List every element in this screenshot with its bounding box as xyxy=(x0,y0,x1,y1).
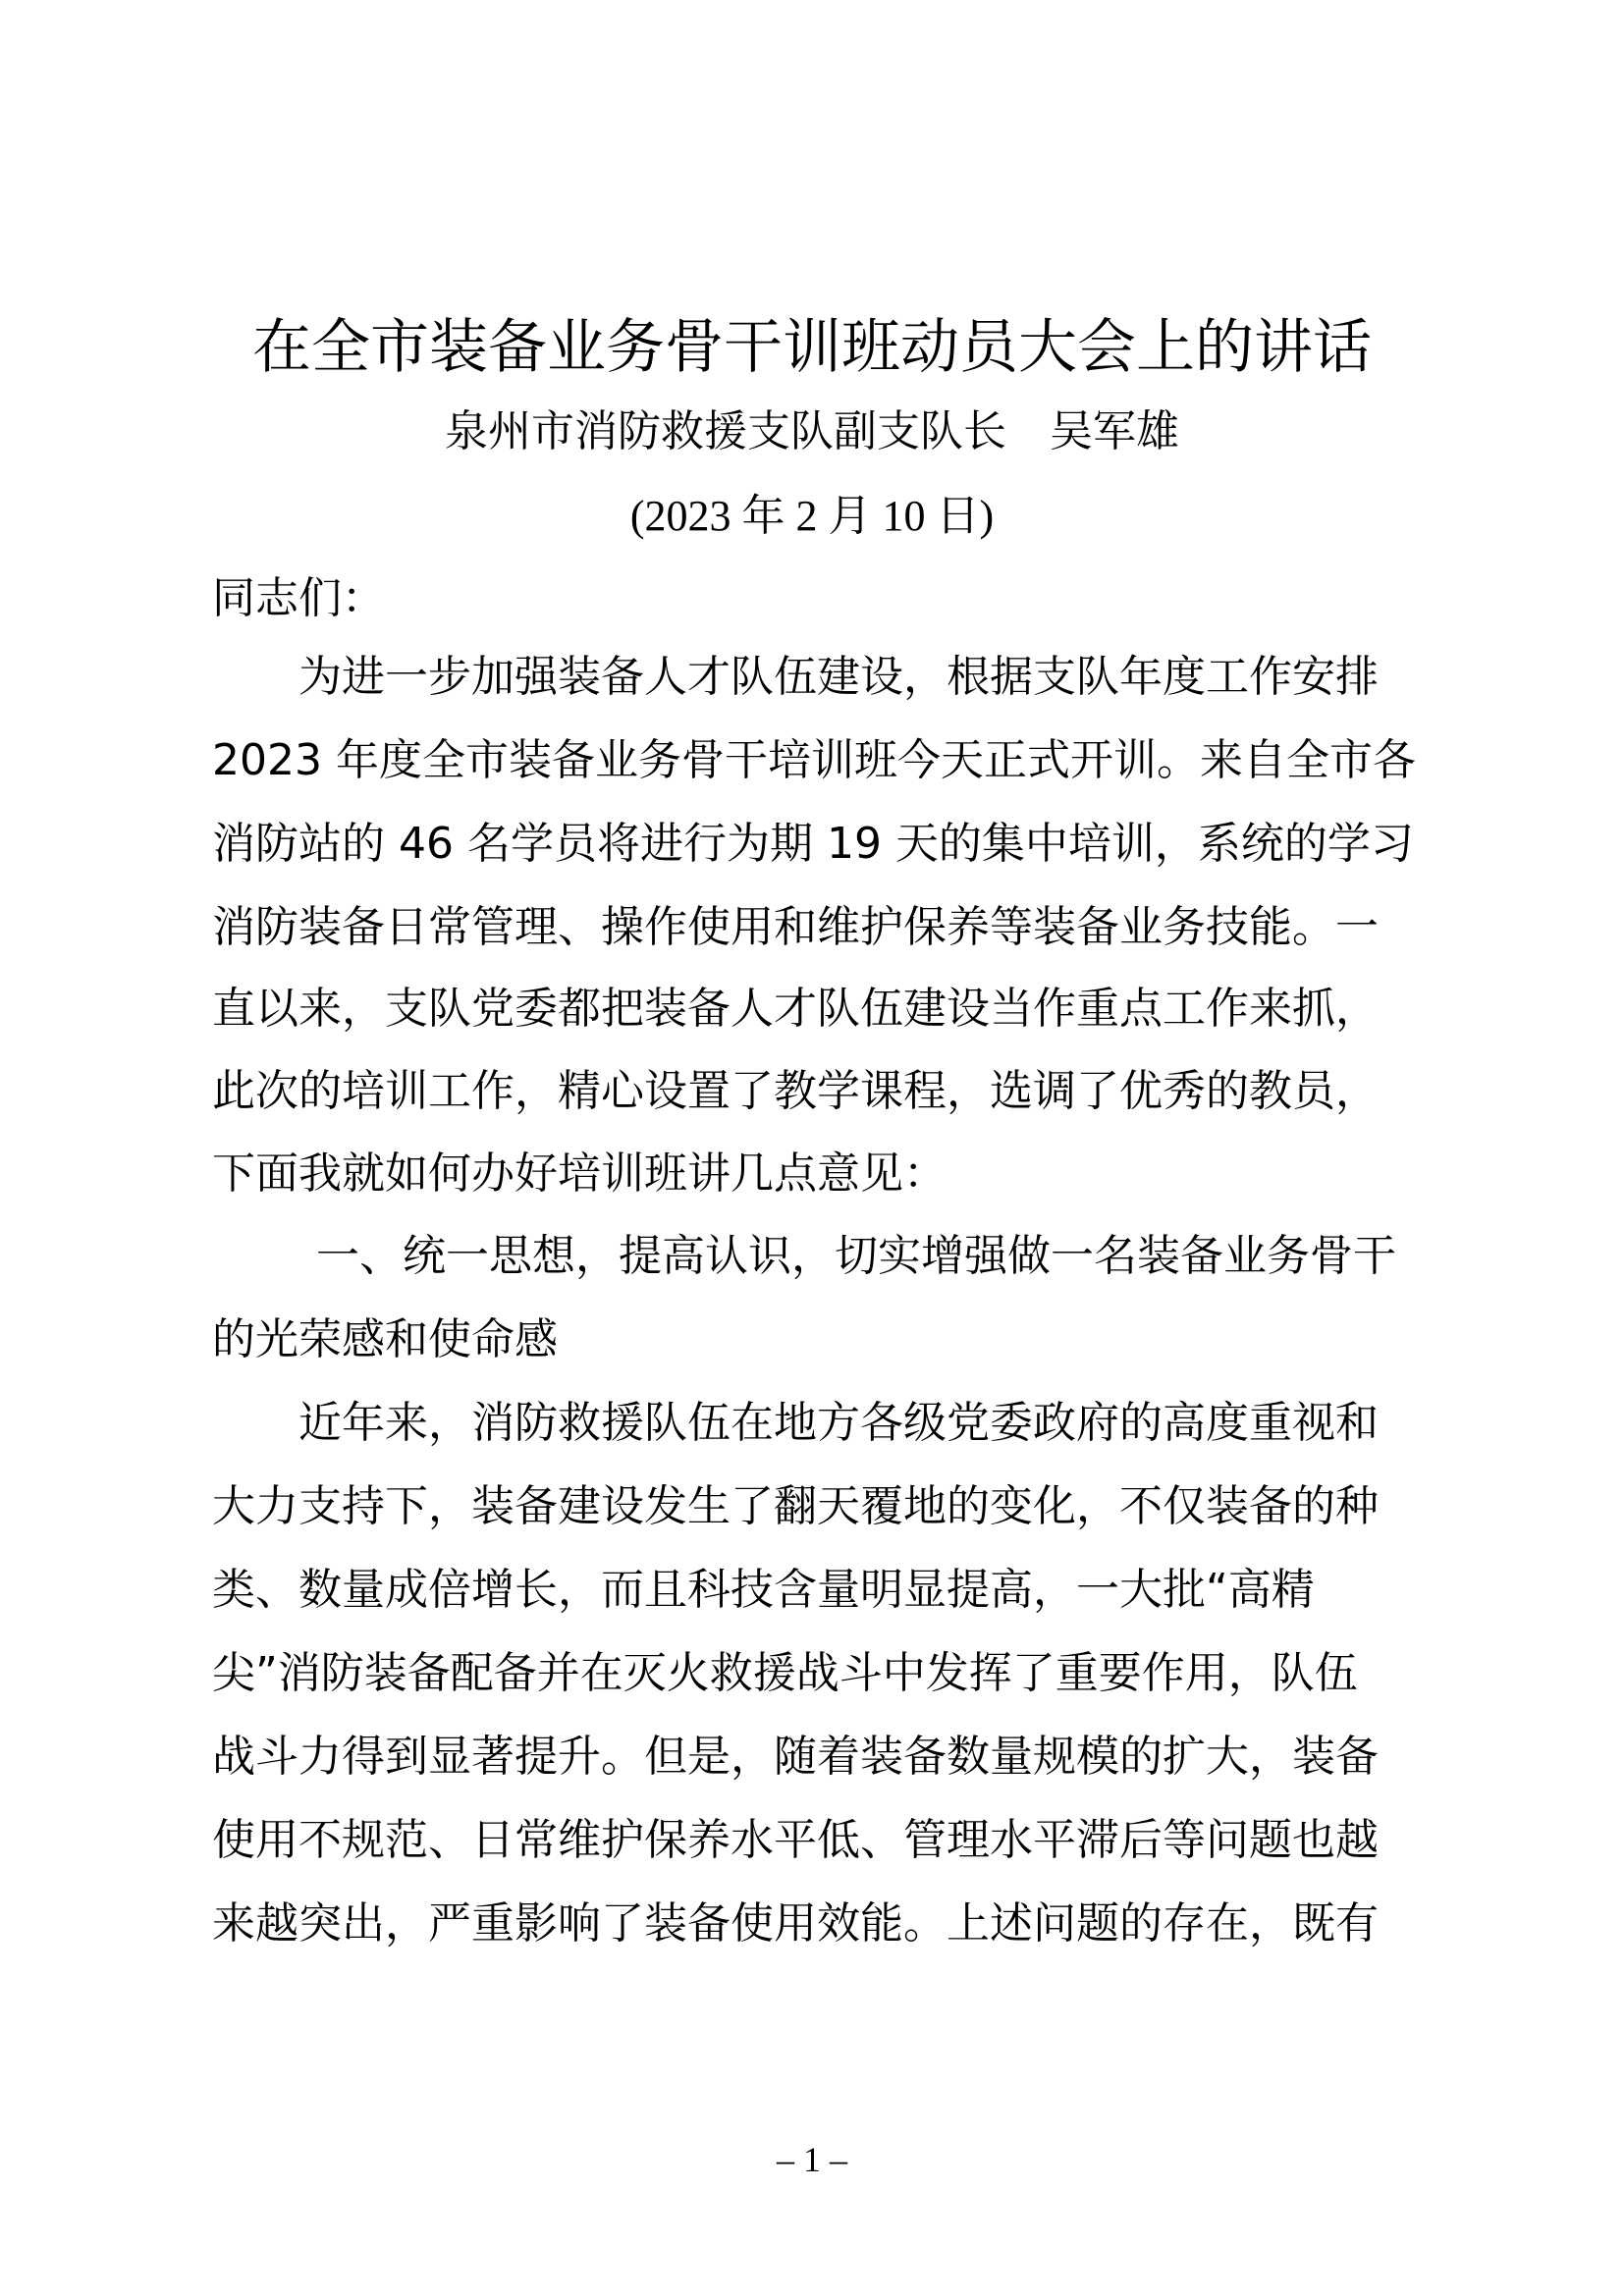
author-line: 泉州市消防救援支队副支队长 吴军雄 xyxy=(445,406,1179,456)
paragraph-1-line: 消防站的 46 名学员将进行为期 19 天的集中培训，系统的学习 xyxy=(212,819,1414,869)
paragraph-2-line: 大力支持下，装备建设发生了翻天覆地的变化，不仅装备的种 xyxy=(212,1481,1379,1531)
paragraph-1-line: 消防装备日常管理、操作使用和维护保养等装备业务技能。一 xyxy=(212,902,1379,952)
paragraph-2-line: 使用不规范、日常维护保养水平低、管理水平滞后等问题也越 xyxy=(212,1815,1379,1865)
paragraph-1-line: 2023 年度全市装备业务骨干培训班今天正式开训。来自全市各 xyxy=(212,735,1416,785)
document-title: 在全市装备业务骨干训班动员大会上的讲话 xyxy=(252,313,1372,382)
page-number: – 1 – xyxy=(777,2140,847,2179)
section-heading-line: 的光荣感和使命感 xyxy=(212,1314,558,1364)
paragraph-2-line: 类、数量成倍增长，而且科技含量明显提高，一大批“高精 xyxy=(212,1565,1315,1615)
section-heading-line: 一、统一思想，提高认识，切实增强做一名装备业务骨干 xyxy=(316,1231,1396,1281)
salutation: 同志们： xyxy=(212,573,385,623)
paragraph-1-line: 直以来，支队党委都把装备人才队伍建设当作重点工作来抓， xyxy=(212,984,1379,1034)
paragraph-2-line: 尖”消防装备配备并在灭火救援战斗中发挥了重要作用，队伍 xyxy=(212,1648,1358,1698)
paragraph-1-line: 此次的培训工作，精心设置了教学课程，选调了优秀的教员， xyxy=(212,1066,1379,1116)
paragraph-1-line: 为进一步加强装备人才队伍建设，根据支队年度工作安排 xyxy=(298,652,1379,702)
paragraph-2-line: 战斗力得到显著提升。但是，随着装备数量规模的扩大，装备 xyxy=(212,1732,1379,1782)
paragraph-2-line: 来越突出，严重影响了装备使用效能。上述问题的存在，既有 xyxy=(212,1898,1379,1949)
paragraph-1-line: 下面我就如何办好培训班讲几点意见： xyxy=(212,1148,947,1199)
paragraph-2-line: 近年来，消防救援队伍在地方各级党委政府的高度重视和 xyxy=(298,1398,1379,1448)
document-date: (2023 年 2 月 10 日) xyxy=(629,492,995,540)
